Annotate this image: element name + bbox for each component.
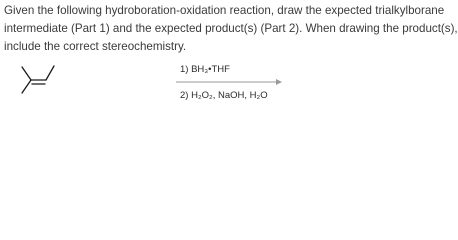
reagent-step-2: 2) H₂O₂, NaOH, H₂O: [180, 90, 268, 101]
reaction-arrow: [0, 0, 458, 111]
question-line-3: include the correct stereochemistry.: [4, 40, 187, 53]
reagent-step-1: 1) BH₃•THF: [180, 64, 230, 75]
question-line-1: Given the following hydroboration-oxidation reaction, draw the expected trialkylborane: [4, 4, 445, 17]
question-line-2: intermediate (Part 1) and the expected product(s) (Part 2). When drawing the product(s),: [4, 22, 458, 35]
